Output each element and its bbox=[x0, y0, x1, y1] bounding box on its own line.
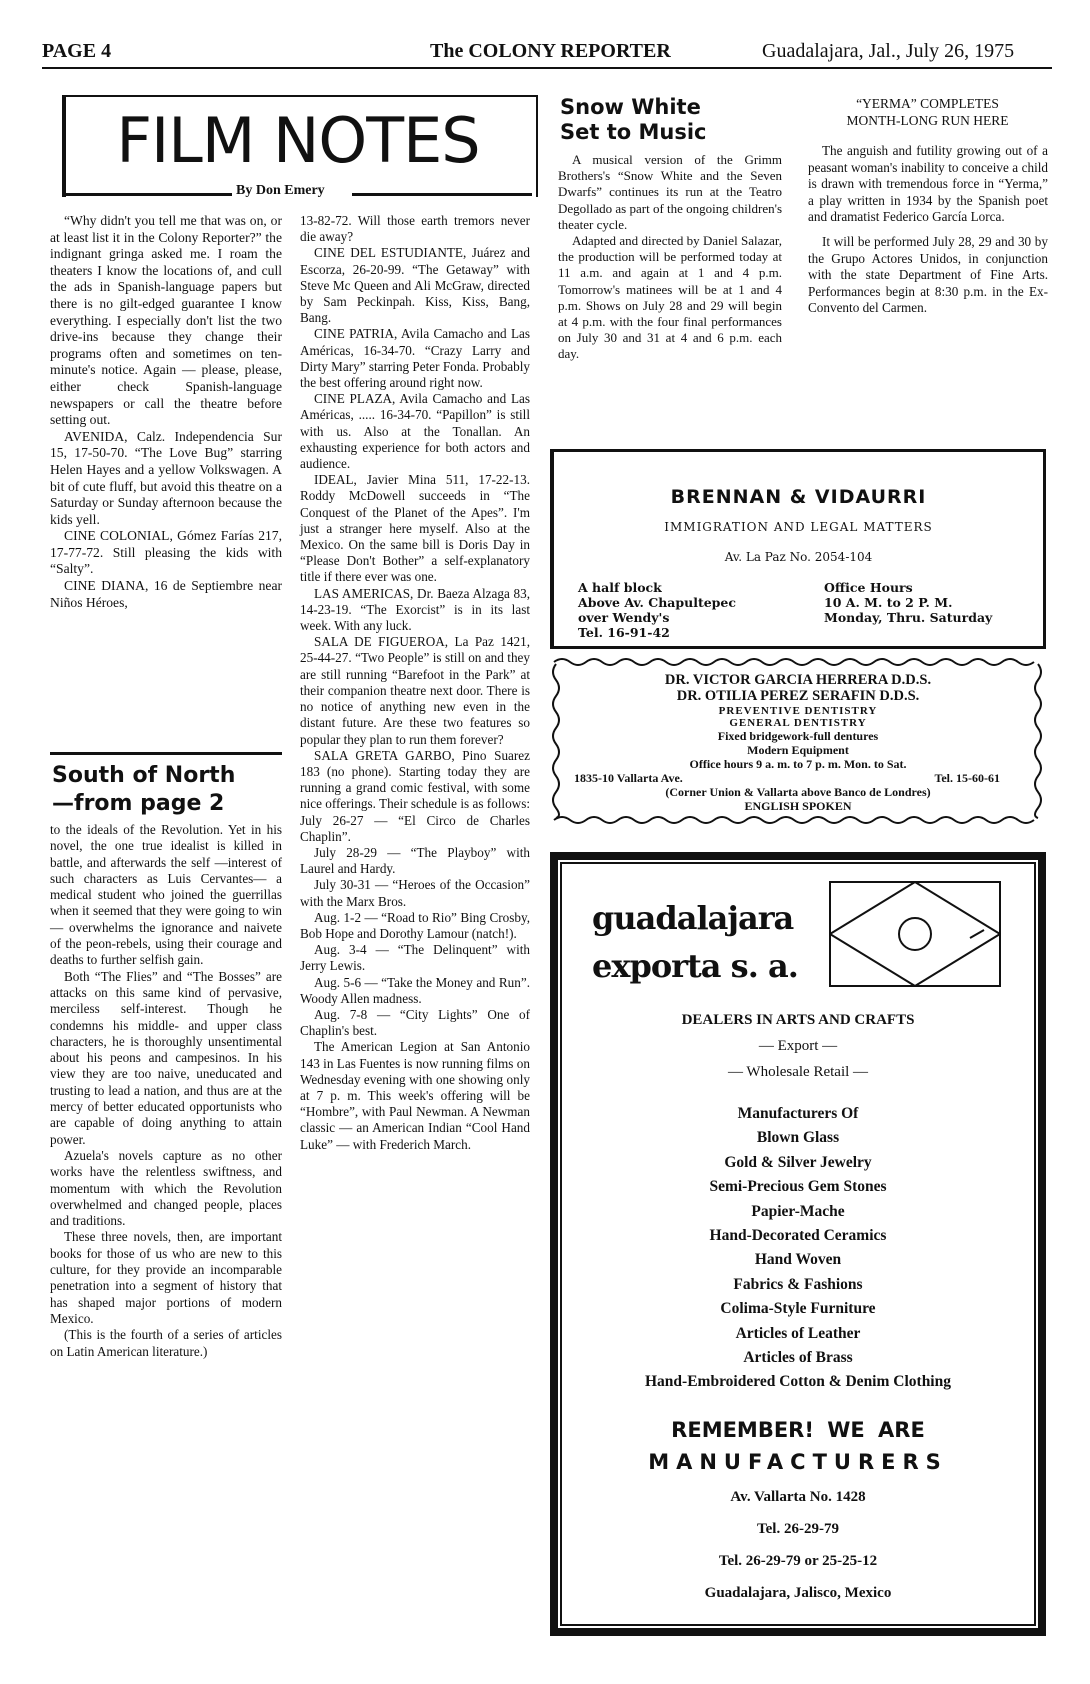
ad-hours-block bbox=[824, 580, 992, 625]
exporta-brand bbox=[592, 898, 798, 986]
ad-hours-line: Office Hours bbox=[824, 580, 913, 595]
ad-address: Av. La Paz No. 2054-104 bbox=[724, 550, 873, 564]
film-notes-paragraph: 13-82-72. Will those earth tremors never die away? bbox=[300, 213, 530, 245]
article-paragraph: Both “The Flies” and “The Bosses” are attacks on this same kind of pervasive, merciless self-interest. Though he condemns his middle- and upper class characters, he is thoroughly unsentimental about his peons and campesinos. In his view they are too naive, uneducated and trusting to lead a nation, and thus are at the mercy of better educated opportunists who are capable of doing anything to attain power. bbox=[50, 968, 282, 1147]
ad-firm-name: BRENNAN & VIDAURRI bbox=[670, 486, 927, 508]
dentist-location: (Corner Union & Vallarta above Banco de Londres) bbox=[665, 785, 931, 799]
exporta-manufacturers: MANUFACTURERS bbox=[648, 1449, 948, 1474]
exporta-product: Articles of Brass bbox=[743, 1349, 853, 1367]
film-notes-paragraph: SALA GRETA GARBO, Pino Suarez 183 (no phone). Starting today they are running a grand comic festival, with some nice offerings. Their schedule is as follows: July 26-27 — “El Circo de Charles Chaplin”. bbox=[300, 747, 530, 844]
article-paragraph: Adapted and directed by Daniel Salazar, the production will be performed today at 11 a.m. and again at 1 and 4 p.m. Tomorrow's matinees will be at 1 and 4 p.m. Shows on July 28 and 29 will begin at 4 p.m. with the four final performances on July 30 and 31 at 4 and 6 p.m. each day. bbox=[558, 233, 782, 362]
film-notes-paragraph: CINE PATRIA, Avila Camacho and Las Américas, 16-34-70. “Crazy Larry and Dirty Mary” starring Peter Fonda. Probably the best offering around right now. bbox=[300, 326, 531, 391]
byline-rule-right bbox=[352, 193, 532, 196]
exporta-product: Hand-Embroidered Cotton & Denim Clothing bbox=[644, 1373, 951, 1391]
exporta-phone: Tel. 26-29-79 bbox=[757, 1520, 839, 1537]
article-paragraph: Azuela's novels capture as no other works have the relentless swiftness, and momentum with which the Revolution overwhelmed and changed people, places and traditions. bbox=[50, 1147, 282, 1229]
page-number: PAGE 4 bbox=[42, 40, 112, 62]
film-notes-paragraph: July 30-31 — “Heroes of the Occasion” with the Marx Bros. bbox=[300, 877, 530, 909]
film-notes-paragraph: Aug. 1-2 — “Road to Rio” Bing Crosby, Bob Hope and Dorothy Lamour (natch!). bbox=[300, 909, 530, 941]
ad-location-line: Tel. 16-91-42 bbox=[578, 625, 670, 640]
film-notes-paragraph: CINE DEL ESTUDIANTE, Juárez and Escorza, 26-20-99. “The Getaway” with Steve Mc Queen and Ali McGraw, directed by Sam Peckinpah. Kiss, Kiss, Bang, Bang. bbox=[300, 245, 530, 326]
ad-location-line: Above Av. Chapultepec bbox=[578, 595, 736, 610]
film-notes-paragraph: CINE PLAZA, Avila Camacho and Las Américas, ..... 16-34-70. “Papillon” is still with us. Also at the Tonallan. An exhausting experience for both actors and audience. bbox=[300, 391, 530, 472]
film-notes-paragraph: “Why didn't you tell me that was on, or at least list it in the Colony Reporter?” the indignant gringa asked me. I roam the theaters I know the locations of, and cull the ads in Spanish-language papers but there is no gilt-edged guarantee I know everything. I especially don't list the two drive-ins because they change their programs often and sometimes on ten-minute's notice. Again — please, please, either check Spanish-language newspapers or call the theatre before setting out. bbox=[50, 213, 282, 428]
yerma-title-line-2: MONTH-LONG RUN HERE bbox=[846, 113, 1009, 128]
snow-white-title bbox=[560, 95, 707, 145]
article-paragraph: A musical version of the Grimm Brothers's “Snow White and the Seven Dwarfs” continues its run at the Teatro Degollado as part of the ongoing children's theater cycle. bbox=[558, 152, 783, 232]
snow-white-title-line-1: Snow White bbox=[560, 95, 701, 119]
snow-white-body bbox=[558, 152, 782, 363]
exporta-details bbox=[560, 1010, 1036, 1603]
exporta-product: Blown Glass bbox=[756, 1129, 840, 1147]
dateline: Guadalajara, Jal., July 26, 1975 bbox=[762, 40, 1015, 62]
film-notes-column-1 bbox=[50, 213, 282, 611]
exporta-product: Articles of Leather bbox=[735, 1324, 861, 1342]
film-notes-paragraph: Aug. 5-6 — “Take the Money and Run”. Woody Allen madness. bbox=[300, 974, 530, 1006]
yerma-title bbox=[805, 95, 1050, 129]
exporta-remember: REMEMBER! WE ARE bbox=[671, 1417, 925, 1442]
exporta-product: Hand-Decorated Ceramics bbox=[709, 1227, 887, 1245]
exporta-product: Manufacturers Of bbox=[737, 1105, 859, 1122]
ad-location-block bbox=[578, 580, 736, 640]
dentist-service: GENERAL DENTISTRY bbox=[729, 717, 867, 729]
exporta-brand-line-2: exporta s. a. bbox=[592, 947, 798, 985]
south-of-north-title-line-1: South of North bbox=[52, 763, 236, 788]
yerma-body bbox=[808, 143, 1048, 317]
film-notes-paragraph: AVENIDA, Calz. Independencia Sur 15, 17-50-70. “The Love Bug” starring Helen Hayes and a yellow Volkswagen. A bit of cute fluff, but avoid this theatre on a Saturday or Sunday afternoon because the kids yell. bbox=[50, 428, 282, 527]
film-notes-paragraph: CINE COLONIAL, Gómez Farías 217, 17-77-72. Still pleasing the kids with “Salty”. bbox=[50, 528, 282, 577]
ad-hours-line: 10 A. M. to 2 P. M. bbox=[824, 595, 953, 610]
film-notes-paragraph: Aug. 3-4 — “The Delinquent” with Jerry Lewis. bbox=[300, 942, 530, 974]
yerma-title-line-1: “YERMA” COMPLETES bbox=[856, 96, 999, 111]
film-notes-paragraph: July 28-29 — “The Playboy” with Laurel and Hardy. bbox=[300, 844, 530, 877]
film-notes-paragraph: CINE DIANA, 16 de Septiembre near Niños Héroes, bbox=[50, 578, 282, 610]
brennan-vidaurri-ad bbox=[550, 449, 1046, 649]
exporta-wholesale: — Wholesale Retail — bbox=[727, 1064, 869, 1080]
ad-location-line: over Wendy's bbox=[578, 610, 670, 625]
film-notes-column-2 bbox=[300, 213, 530, 1153]
dentist-language: ENGLISH SPOKEN bbox=[744, 799, 852, 813]
film-notes-paragraph: Aug. 7-8 — “City Lights” One of Chaplin's best. bbox=[300, 1006, 530, 1039]
dentist-address-row bbox=[560, 771, 1036, 785]
envelope-logo-icon bbox=[820, 874, 1010, 994]
byline-rule-left bbox=[62, 193, 232, 196]
south-of-north-body bbox=[50, 822, 282, 1360]
article-paragraph: It will be performed July 28, 29 and 30 by the Grupo Actores Unidos, in conjunction with the state Department of Fine Arts. Performances begin at 8:30 p.m. in the Ex-Convento del Carmen. bbox=[808, 233, 1048, 316]
film-notes-paragraph: LAS AMERICAS, Dr. Baeza Alzaga 83, 14-23-19. “The Exorcist” is in its last week. With any luck. bbox=[300, 585, 530, 634]
ad-hours-line: Monday, Thru. Saturday bbox=[824, 610, 993, 625]
dentist-service: Fixed bridgework-full dentures bbox=[717, 729, 879, 743]
article-paragraph: to the ideals of the Revolution. Yet in his novel, the one true idealist is killed in battle, and afterwards the self —interest of such characters as Luis Cervantes— a medical student who joined the guerrillas when it seemed that they were going to win— overwhelms the ignorance and naivete of the peon-rebels, using their courage and deaths to further selfish gain. bbox=[50, 822, 282, 968]
article-paragraph: The anguish and futility growing out of a peasant woman's inability to conceive a child is drawn with tremendous force in “Yerma,” a play written in 1934 by the Spanish poet and dramatist Federico García Lorca. bbox=[808, 143, 1048, 225]
exporta-city: Guadalajara, Jalisco, Mexico bbox=[704, 1584, 892, 1601]
exporta-product: Fabrics & Fashions bbox=[733, 1275, 863, 1293]
dentist-service: Modern Equipment bbox=[747, 743, 849, 757]
film-notes-paragraph: SALA DE FIGUEROA, La Paz 1421, 25-44-27. “Two People” is still on and they are still running “Barefoot in the Park” at their companion theatre next door. There is no notice of anything new even in the distant future. Are these two features so popular they plan to run them forever? bbox=[300, 634, 530, 747]
exporta-dealers: DEALERS IN ARTS AND CRAFTS bbox=[681, 1012, 915, 1028]
newspaper-name: The COLONY REPORTER bbox=[430, 40, 671, 62]
article-paragraph: These three novels, then, are important books for those of us who are new to this culture, for they provide an incomparable penetration into a segment of history that has shaped major portions of modern Mexico. bbox=[50, 1229, 282, 1326]
exporta-product: Hand Woven bbox=[754, 1251, 842, 1269]
snow-white-title-line-2: Set to Music bbox=[560, 120, 707, 144]
byline: By Don Emery bbox=[236, 183, 325, 198]
film-notes-paragraph: The American Legion at San Antonio 143 in Las Fuentes is now running films on Wednesday evening with one showing only at 7 p. m. This week's offering will be “Hombre”, with Paul Newman. A Newman classic — an American Indian “Cool Hand Luke” — with Frederich March. bbox=[300, 1039, 530, 1152]
south-of-north-title-line-2: —from page 2 bbox=[52, 791, 225, 816]
exporta-product-list bbox=[560, 1102, 1036, 1395]
dentist-service: PREVENTIVE DENTISTRY bbox=[718, 705, 878, 717]
dentist-hours: Office hours 9 a. m. to 7 p. m. Mon. to Sat. bbox=[689, 757, 907, 771]
ad-location-line: A half block bbox=[578, 580, 662, 595]
film-notes-title: FILM NOTES bbox=[116, 104, 480, 177]
dentist-ad bbox=[560, 672, 1036, 813]
exporta-export: — Export — bbox=[758, 1038, 838, 1054]
header-rule bbox=[42, 67, 1052, 69]
south-of-north-rule bbox=[50, 752, 282, 755]
dentist-phone: Tel. 15-60-61 bbox=[934, 771, 1000, 785]
dentist-name-2: DR. OTILIA PEREZ SERAFIN D.D.S. bbox=[676, 688, 920, 704]
exporta-phones: Tel. 26-29-79 or 25-25-12 bbox=[718, 1552, 878, 1569]
exporta-product: Gold & Silver Jewelry bbox=[724, 1153, 872, 1171]
exporta-brand-line-1: guadalajara bbox=[592, 899, 794, 937]
exporta-product: Papier-Mache bbox=[751, 1202, 845, 1220]
film-notes-paragraph: IDEAL, Javier Mina 511, 17-22-13. Roddy McDowell succeeds in “The Conquest of the Planet of the Apes”. I'm just a stranger here myself. Also at the Mexico. On the same bill is Doris Day in “Please Don't Bother” a self-explanatory title if there ever was one. bbox=[300, 472, 530, 585]
exporta-product: Semi-Precious Gem Stones bbox=[709, 1178, 887, 1196]
ad-specialty: IMMIGRATION AND LEGAL MATTERS bbox=[664, 520, 933, 534]
south-of-north-title bbox=[52, 762, 235, 818]
exporta-product: Colima-Style Furniture bbox=[720, 1300, 876, 1318]
exporta-address: Av. Vallarta No. 1428 bbox=[730, 1488, 866, 1505]
article-paragraph: (This is the fourth of a series of articles on Latin American literature.) bbox=[50, 1327, 282, 1359]
dentist-name-1: DR. VICTOR GARCIA HERRERA D.D.S. bbox=[664, 672, 932, 688]
dentist-address: 1835-10 Vallarta Ave. bbox=[574, 771, 683, 785]
